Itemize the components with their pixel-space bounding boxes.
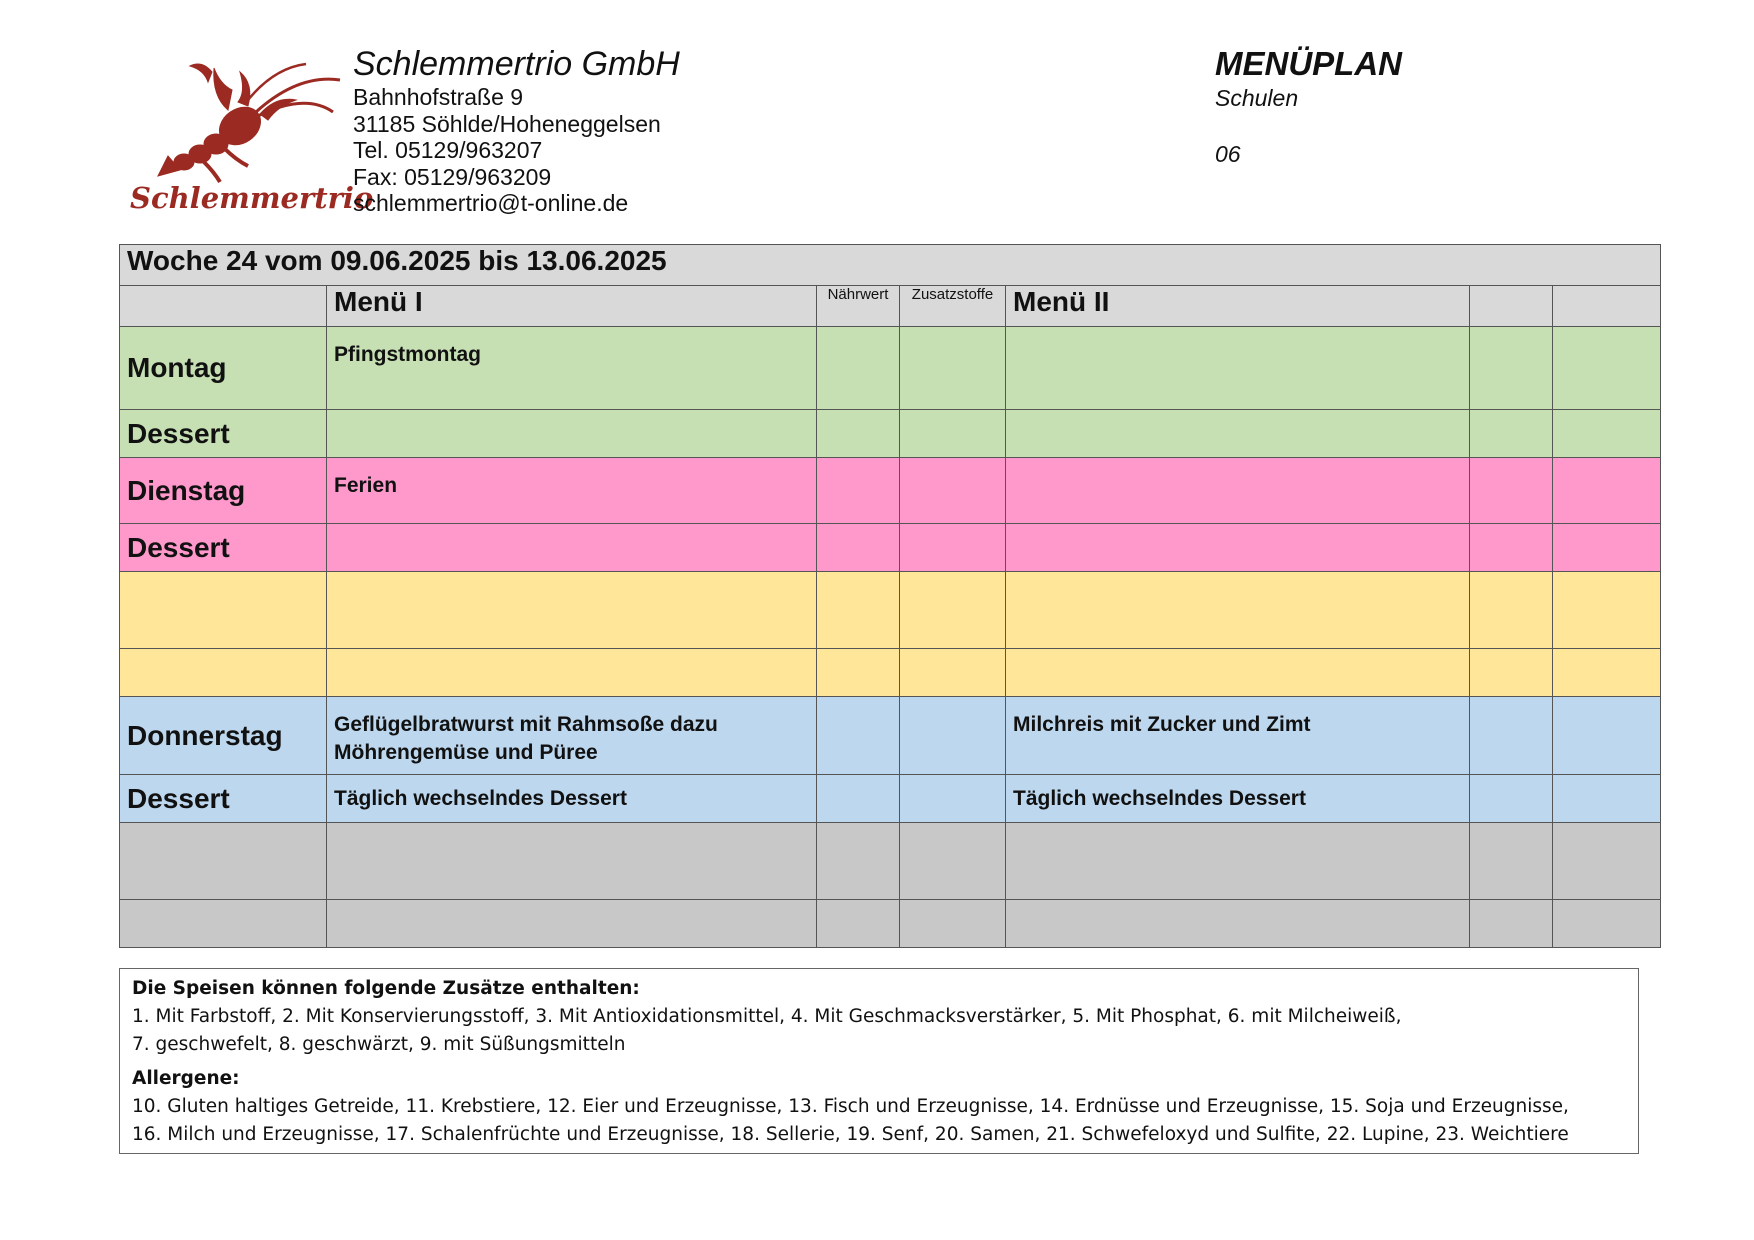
day-label: Donnerstag (120, 697, 327, 775)
extra-cell (1470, 458, 1553, 524)
menu2-dish (1006, 458, 1470, 524)
naehrwert-cell (817, 458, 900, 524)
company-name: Schlemmertrio GmbH (353, 45, 680, 83)
menu2-dessert: Täglich wechselndes Dessert (1006, 775, 1470, 823)
menu2-dessert (1006, 649, 1470, 697)
menu2-dish (1006, 572, 1470, 649)
extra-cell (1553, 458, 1661, 524)
table-row (120, 900, 1661, 948)
week-label: Woche 24 vom 09.06.2025 bis 13.06.2025 (120, 245, 1661, 286)
menu2-dish (1006, 823, 1470, 900)
zusatzstoffe-cell (900, 524, 1006, 572)
naehrwert-cell (817, 649, 900, 697)
company-fax: Fax: 05129/963209 (353, 163, 552, 190)
extra-cell (1470, 649, 1553, 697)
additives-heading: Die Speisen können folgende Zusätze enthalten: (132, 978, 640, 999)
zusatzstoffe-cell (900, 458, 1006, 524)
allergens-heading: Allergene: (132, 1068, 240, 1089)
extra-cell (1470, 775, 1553, 823)
zusatzstoffe-cell (900, 697, 1006, 775)
zusatzstoffe-cell (900, 410, 1006, 458)
lobster-icon (128, 56, 374, 216)
logo-text: Schlemmertrio (130, 181, 374, 215)
menu2-dessert (1006, 524, 1470, 572)
menu-table (119, 244, 1661, 948)
zusatzstoffe-cell (900, 775, 1006, 823)
extra-cell (1553, 327, 1661, 410)
menu1-dessert (327, 524, 817, 572)
plan-heading (1215, 44, 1402, 168)
extra-cell (1470, 410, 1553, 458)
extra-cell (1470, 900, 1553, 948)
menu1-dish: Pfingstmontag (327, 327, 817, 410)
allergens-line: 16. Milch und Erzeugnisse, 17. Schalenfrüchte und Erzeugnisse, 18. Sellerie, 19. Senf, 20. Samen, 21. Schwefeloxyd und Sulfite, 22. Lupine, 23. Weichtiere (132, 1124, 1569, 1145)
header-extra1 (1470, 286, 1553, 327)
additives-line: 1. Mit Farbstoff, 2. Mit Konservierungsstoff, 3. Mit Antioxidationsmittel, 4. Mit Geschmacksverstärker, 5. Mit Phosphat, 6. mit Milcheiweiß, (132, 1006, 1402, 1027)
plan-subtitle: Schulen (1215, 85, 1299, 111)
menu1-dish (327, 823, 817, 900)
header-row (120, 286, 1661, 327)
menu1-dessert (327, 900, 817, 948)
extra-cell (1470, 823, 1553, 900)
naehrwert-cell (817, 327, 900, 410)
extra-cell (1553, 775, 1661, 823)
header-naehrwert: Nährwert (817, 286, 900, 327)
company-street: Bahnhofstraße 9 (353, 84, 524, 110)
zusatzstoffe-cell (900, 900, 1006, 948)
extra-cell (1553, 697, 1661, 775)
menu1-dish (327, 572, 817, 649)
table-row (120, 649, 1661, 697)
menu2-dish (1006, 327, 1470, 410)
additives-line: 7. geschwefelt, 8. geschwärzt, 9. mit Süßungsmitteln (132, 1034, 626, 1055)
extra-cell (1553, 900, 1661, 948)
extra-cell (1553, 649, 1661, 697)
menu1-dessert (327, 410, 817, 458)
day-label (120, 572, 327, 649)
zusatzstoffe-cell (900, 649, 1006, 697)
naehrwert-cell (817, 572, 900, 649)
company-email: schlemmertrio@t-online.de (353, 190, 629, 216)
extra-cell (1553, 572, 1661, 649)
table-row (120, 697, 1661, 775)
menu2-dish: Milchreis mit Zucker und Zimt (1006, 697, 1470, 775)
allergens-line: 10. Gluten haltiges Getreide, 11. Krebstiere, 12. Eier und Erzeugnisse, 13. Fisch und Erzeugnisse, 14. Erdnüsse und Erzeugnisse, 15. Soja und Erzeugnisse, (132, 1096, 1569, 1117)
menu1-dish: Ferien (327, 458, 817, 524)
menu1-dish-line2: Möhrengemüse und Püree (334, 741, 598, 764)
company-tel: Tel. 05129/963207 (353, 137, 543, 163)
company-address (353, 44, 680, 217)
naehrwert-cell (817, 900, 900, 948)
extra-cell (1470, 572, 1553, 649)
table-row (120, 327, 1661, 410)
company-city: 31185 Söhlde/Hoheneggelsen (353, 110, 661, 137)
header-empty (120, 286, 327, 327)
extra-cell (1470, 524, 1553, 572)
plan-number: 06 (1215, 141, 1241, 167)
dessert-label: Dessert (120, 775, 327, 823)
table-row (120, 410, 1661, 458)
naehrwert-cell (817, 410, 900, 458)
additives-allergens-box (119, 968, 1639, 1154)
zusatzstoffe-cell (900, 572, 1006, 649)
extra-cell (1470, 327, 1553, 410)
header-menu2: Menü II (1006, 286, 1470, 327)
menu1-dish (327, 697, 817, 775)
menu1-dessert: Täglich wechselndes Dessert (327, 775, 817, 823)
header-zusatzstoffe: Zusatzstoffe (900, 286, 1006, 327)
table-row (120, 775, 1661, 823)
extra-cell (1553, 823, 1661, 900)
extra-cell (1553, 410, 1661, 458)
table-row (120, 458, 1661, 524)
week-row (120, 245, 1661, 286)
menu1-dessert (327, 649, 817, 697)
table-row (120, 524, 1661, 572)
naehrwert-cell (817, 775, 900, 823)
header-extra2 (1553, 286, 1661, 327)
plan-title: MENÜPLAN (1215, 45, 1402, 82)
naehrwert-cell (817, 697, 900, 775)
day-label (120, 823, 327, 900)
dessert-label: Dessert (120, 410, 327, 458)
day-label: Montag (120, 327, 327, 410)
dessert-label (120, 649, 327, 697)
table-row (120, 823, 1661, 900)
naehrwert-cell (817, 823, 900, 900)
menu2-dessert (1006, 410, 1470, 458)
naehrwert-cell (817, 524, 900, 572)
extra-cell (1553, 524, 1661, 572)
dessert-label: Dessert (120, 524, 327, 572)
dessert-label (120, 900, 327, 948)
zusatzstoffe-cell (900, 327, 1006, 410)
company-logo (128, 56, 374, 216)
header-menu1: Menü I (327, 286, 817, 327)
day-label: Dienstag (120, 458, 327, 524)
extra-cell (1470, 697, 1553, 775)
zusatzstoffe-cell (900, 823, 1006, 900)
table-row (120, 572, 1661, 649)
menu2-dessert (1006, 900, 1470, 948)
menu1-dish-line1: Geflügelbratwurst mit Rahmsoße dazu (334, 713, 718, 736)
